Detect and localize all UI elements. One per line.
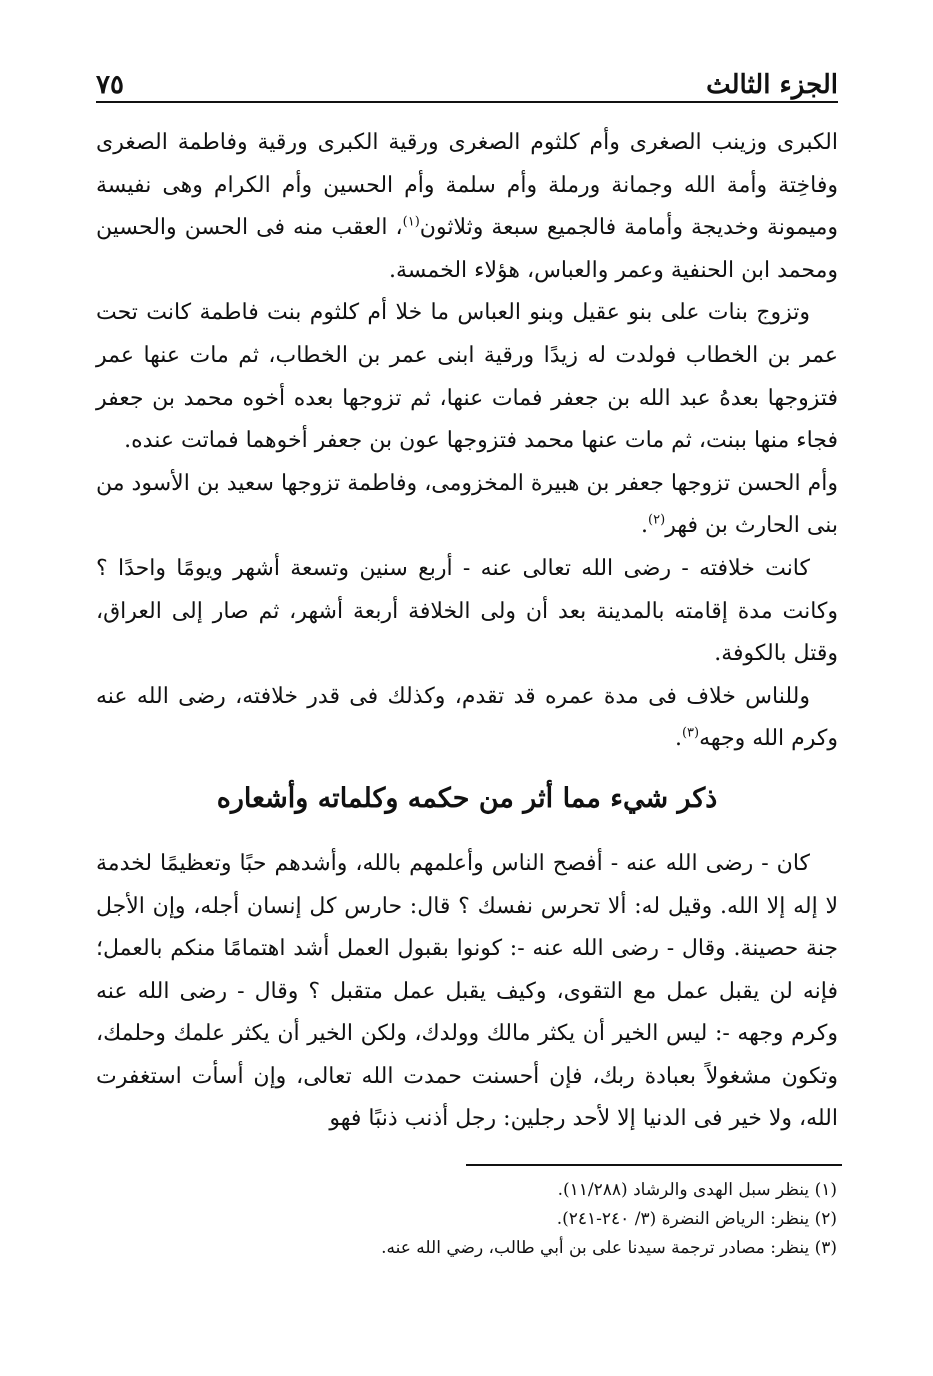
footnote-marker-3: (٣): [681, 725, 700, 741]
footnote-marker-2: (٢): [648, 513, 666, 529]
footnote-rule: [466, 1164, 842, 1166]
section-heading: ذكر شيء مما أثر من حكمه وكلماته وأشعاره: [216, 782, 718, 814]
paragraph-3: وأم الحسن تزوجها جعفر بن هبيرة المخزومى، وفاطمة تزوجها سعيد بن الأسود من بنى الحارث بن فهر$^{(٢)}$.: [96, 470, 838, 539]
footnote-marker-1: (١): [402, 214, 420, 230]
main-text: [96, 122, 838, 1141]
page-number: ٧٥: [96, 70, 124, 100]
paragraph-6: كان - رضى الله عنه - أفصح الناس وأعلمهم بالله، وأشدهم حبًا وتعظيمًا لخدمة لا إله إلا الله. وقيل له: ألا تحرس نفسك ؟ قال: حارس كل إنسان أجله، وإن الأجل جنة حصينة. وقال - رضى الله عنه -: كونوا بقبول العمل أشد اهتمامًا منكم بالعمل؛ فإنه لن يقبل عمل مع التقوى، وكيف يقبل عمل متقبل ؟ وقال - رضى الله عنه وكرم وجهه -: ليس الخير أن يكثر مالك وولدك، ولكن الخير أن يكثر علمك وحلمك، وتكون مشغولاً بعبادة ربك، فإن أحسنت حمدت الله تعالى، وإن أسأت استغفرت الله، ولا خير فى الدنيا إلا لأحد رجلين: رجل أذنب ذنبًا فهو: [96, 850, 838, 1132]
footnote-1: (١) ينظر سبل الهدى والرشاد (١١/٢٨٨).: [557, 1180, 837, 1200]
paragraph-4: كانت خلافته - رضى الله تعالى عنه - أربع سنين وتسعة أشهر ويومًا واحدًا ؟ وكانت مدة إقامته بالمدينة بعد أن ولى الخلافة أربعة أشهر، ثم صار إلى العراق، وقتل بالكوفة.: [96, 555, 838, 667]
running-header: [96, 56, 838, 100]
paragraph-5: وللناس خلاف فى مدة عمره قد تقدم، وكذلك فى قدر خلافته، رضى الله عنه وكرم الله وجهه$^{(٣)}$.: [96, 683, 838, 752]
paragraph-2: وتزوج بنات على بنو عقيل وبنو العباس ما خلا أم كلثوم بنت فاطمة كانت تحت عمر بن الخطاب فولدت له زيدًا ورقية ابنى عمر بن الخطاب، ثم مات عنها عمر فتزوجها بعدهُ عبد الله بن جعفر فمات عنها، ثم تزوجها بعده أخوه محمد بن جعفر فجاء منها ببنت، ثم مات عنها محمد فتزوجها عون بن جعفر أخوهما فماتت عنده.: [96, 300, 838, 454]
header-rule: [96, 101, 838, 103]
footnote-3: (٣) ينظر: مصادر ترجمة سيدنا على بن أبي طالب، رضي الله عنه.: [381, 1238, 837, 1258]
paragraph-1: الكبرى وزينب الصغرى وأم كلثوم الصغرى ورقية الكبرى ورقية وفاطمة الصغرى وفاخِتة وأمة الله وجمانة ورملة وأم سلمة وأم الحسين وأم الكرام وهى نفيسة وميمونة وخديجة وأمامة فالجميع سبعة وثلاثون$^{(١)}$، العقب منه فى الحسن والحسين ومحمد ابن الحنفية وعمر والعباس، هؤلاء الخمسة.: [96, 130, 838, 283]
footnotes: [95, 1176, 837, 1263]
footnote-2: (٢) ينظر: الرياض النضرة (٣/ ٢٤٠-٢٤١).: [556, 1209, 837, 1229]
running-header-title: الجزء الثالث: [706, 70, 838, 100]
